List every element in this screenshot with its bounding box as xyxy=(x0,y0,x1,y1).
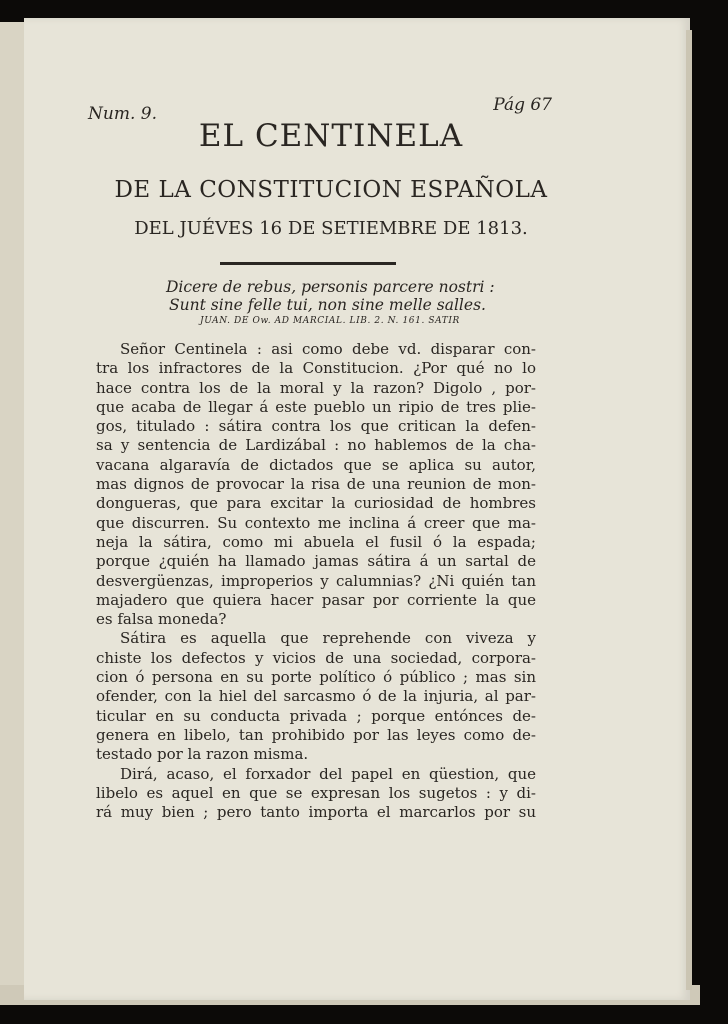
text-line: que discurren. Su contexto me inclina á creer que ma- xyxy=(96,513,536,532)
masthead-subtitle: DE LA CONSTITUCION ESPAÑOLA xyxy=(114,177,548,203)
text-line: genera en libelo, tan prohibido por las leyes como de- xyxy=(96,725,536,744)
page-number: Pág 67 xyxy=(493,95,552,115)
text-line: Señor Centinela : asi como debe vd. disparar con- xyxy=(120,340,536,358)
text-line: neja la sátira, como mi abuela el fusil ó la espada; xyxy=(96,532,536,551)
text-line: chiste los defectos y vicios de una sociedad, corpora- xyxy=(96,648,536,667)
epigraph xyxy=(166,278,495,314)
text-line: cion ó persona en su porte político ó público ; mas sin xyxy=(96,668,536,687)
text-line: desvergüenzas, improperios y calumnias? ¿Ni quién tan xyxy=(96,571,536,590)
title-divider xyxy=(220,262,396,265)
text-line: vacana algaravía de dictados que se aplica su autor, xyxy=(96,455,536,474)
text-line: tra los infractores de la Constitucion. ¿Por qué no lo xyxy=(96,359,536,378)
text-line: hace contra los de la moral y la razon? Digolo , por- xyxy=(96,378,536,397)
article-body xyxy=(96,340,536,822)
text-line: porque ¿quién ha llamado jamas sátira á un sartal de xyxy=(96,552,536,571)
epigraph-source: JUAN. DE Ow. AD MARCIAL. LIB. 2. N. 161. SATIR xyxy=(200,316,460,326)
page-edge-shadow xyxy=(686,30,692,990)
text-line: ticular en su conducta privada ; porque entónces de- xyxy=(96,706,536,725)
text-line: ofender, con la hiel del sarcasmo ó de la injuria, al par- xyxy=(96,687,536,706)
text-line: rá muy bien ; pero tanto importa el marcarlos por su xyxy=(96,803,536,822)
underlying-page-edge xyxy=(0,22,27,997)
newspaper-page xyxy=(24,18,690,1000)
text-line: Sátira es aquella que reprehende con viveza y xyxy=(120,629,536,648)
text-line: libelo es aquel en que se expresan los sugetos : y di- xyxy=(96,783,536,802)
text-line: sa y sentencia de Lardizábal : no hablemos de la cha- xyxy=(96,436,536,455)
text-line: gos, titulado : sátira contra los que critican la defen- xyxy=(96,417,536,436)
masthead-title: EL CENTINELA xyxy=(198,118,464,154)
text-line: mas dignos de provocar la risa de una reunion de mon- xyxy=(96,475,536,494)
text-line: majadero que quiera hacer pasar por corriente la que xyxy=(96,590,536,609)
text-line: es falsa moneda? xyxy=(96,610,227,629)
epigraph-line: Dicere de rebus, personis parcere nostri : xyxy=(166,278,495,296)
text-line: testado por la razon misma. xyxy=(96,745,309,764)
text-line: dongueras, que para excitar la curiosidad de hombres xyxy=(96,494,536,513)
epigraph-line: Sunt sine felle tui, non sine melle salles. xyxy=(169,296,486,314)
issue-date: DEL JUÉVES 16 DE SETIEMBRE DE 1813. xyxy=(134,218,528,239)
text-line: Dirá, acaso, el forxador del papel en qüestion, que xyxy=(120,764,536,783)
issue-number: Num. 9. xyxy=(88,104,157,124)
text-line: que acaba de llegar á este pueblo un ripio de tres plie- xyxy=(96,397,536,416)
